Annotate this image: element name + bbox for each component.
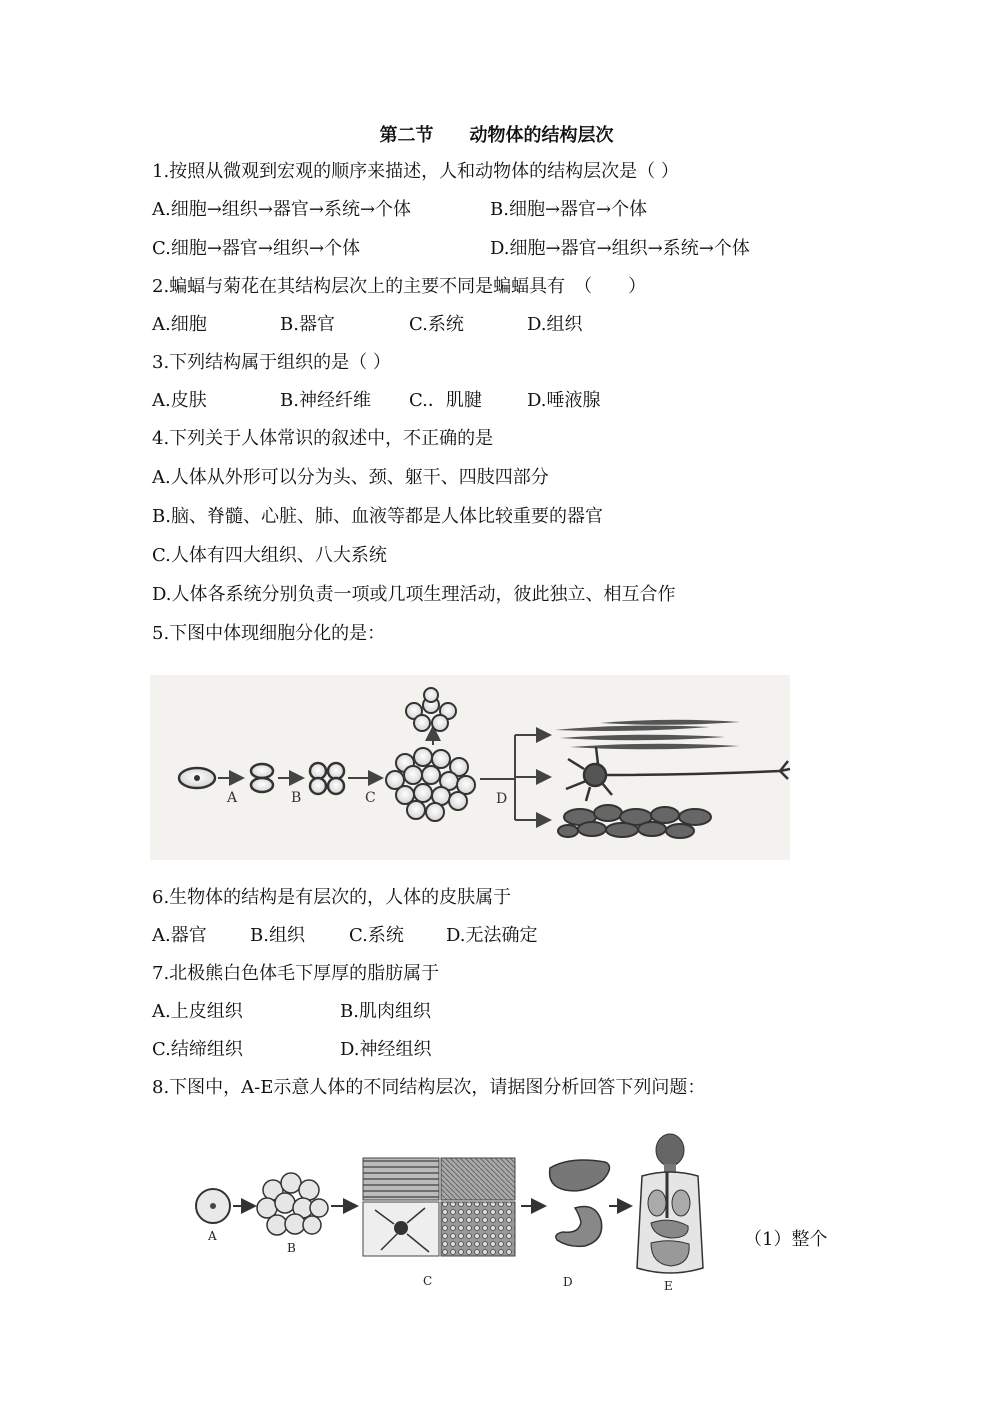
question-3-option-d: D.唾液腺 <box>527 390 601 411</box>
label-d: D <box>496 791 508 807</box>
question-3-stem: 3.下列结构属于组织的是（ ） <box>152 352 391 373</box>
page-title: 第二节 动物体的结构层次 <box>379 125 614 146</box>
cell-division-differentiation-figure <box>150 675 790 860</box>
question-7-option-a: A.上皮组织 <box>152 1001 243 1022</box>
question-7-option-c: C.结缔组织 <box>152 1039 243 1060</box>
question-7-stem: 7.北极熊白色体毛下厚厚的脂肪属于 <box>152 963 440 984</box>
question-6-option-c: C.系统 <box>349 925 404 946</box>
question-2-option-b: B.器官 <box>280 314 335 335</box>
fig8-label-d: D <box>563 1275 573 1289</box>
question-8-sub-1: （1）整个 <box>744 1229 828 1250</box>
tissues-c <box>363 1158 515 1256</box>
question-4-option-c: C.人体有四大组织、八大系统 <box>152 545 387 566</box>
fig8-label-a: A <box>208 1229 217 1243</box>
question-8-stem: 8.下图中，A-E示意人体的不同结构层次，请据图分析回答下列问题： <box>152 1077 706 1098</box>
question-2-stem: 2.蝙蝠与菊花在其结构层次上的主要不同是蝙蝠具有 （ ） <box>152 276 647 297</box>
question-3-option-a: A.皮肤 <box>152 390 207 411</box>
question-1-option-d: D.细胞→器官→组织→系统→个体 <box>490 238 750 259</box>
body-structure-levels-figure <box>185 1128 725 1298</box>
question-5-stem: 5.下图中体现细胞分化的是： <box>152 623 386 644</box>
question-4-option-b: B.脑、脊髓、心脏、肺、血液等都是人体比较重要的器官 <box>152 506 603 527</box>
tissue-cells <box>558 805 711 838</box>
label-a: A <box>227 790 238 806</box>
question-1-option-a: A.细胞→组织→器官→系统→个体 <box>152 199 412 220</box>
question-1-option-b: B.细胞→器官→个体 <box>490 199 648 220</box>
single-cell <box>179 768 215 788</box>
question-1-option-c: C.细胞→器官→组织→个体 <box>152 238 361 259</box>
question-6-stem: 6.生物体的结构是有层次的，人体的皮肤属于 <box>152 887 512 908</box>
question-7-option-b: B.肌肉组织 <box>340 1001 431 1022</box>
fig8-label-e: E <box>664 1279 673 1293</box>
label-b: B <box>291 790 302 806</box>
cell-a <box>196 1189 230 1223</box>
question-3-option-c: C.．肌腱 <box>409 390 482 411</box>
question-2-option-d: D.组织 <box>527 314 583 335</box>
fig8-label-c: C <box>423 1274 433 1288</box>
question-2-option-a: A.细胞 <box>152 314 207 335</box>
human-body-e <box>637 1134 703 1273</box>
question-4-option-a: A.人体从外形可以分为头、颈、躯干、四肢四部分 <box>152 467 549 488</box>
question-6-option-b: B.组织 <box>250 925 305 946</box>
question-3-option-b: B.神经纤维 <box>280 390 371 411</box>
question-1-stem: 1.按照从微观到宏观的顺序来描述，人和动物体的结构层次是（ ） <box>152 161 679 182</box>
question-6-option-d: D.无法确定 <box>446 925 538 946</box>
question-4-option-d: D.人体各系统分别负责一项或几项生理活动，彼此独立、相互合作 <box>152 584 676 605</box>
fig8-label-b: B <box>287 1241 296 1255</box>
question-7-option-d: D.神经组织 <box>340 1039 432 1060</box>
question-2-option-c: C.系统 <box>409 314 464 335</box>
label-c: C <box>365 790 376 806</box>
question-4-stem: 4.下列关于人体常识的叙述中，不正确的是 <box>152 428 494 449</box>
cell-cluster-b <box>257 1173 328 1235</box>
question-6-option-a: A.器官 <box>152 925 207 946</box>
organs-d <box>550 1160 610 1246</box>
